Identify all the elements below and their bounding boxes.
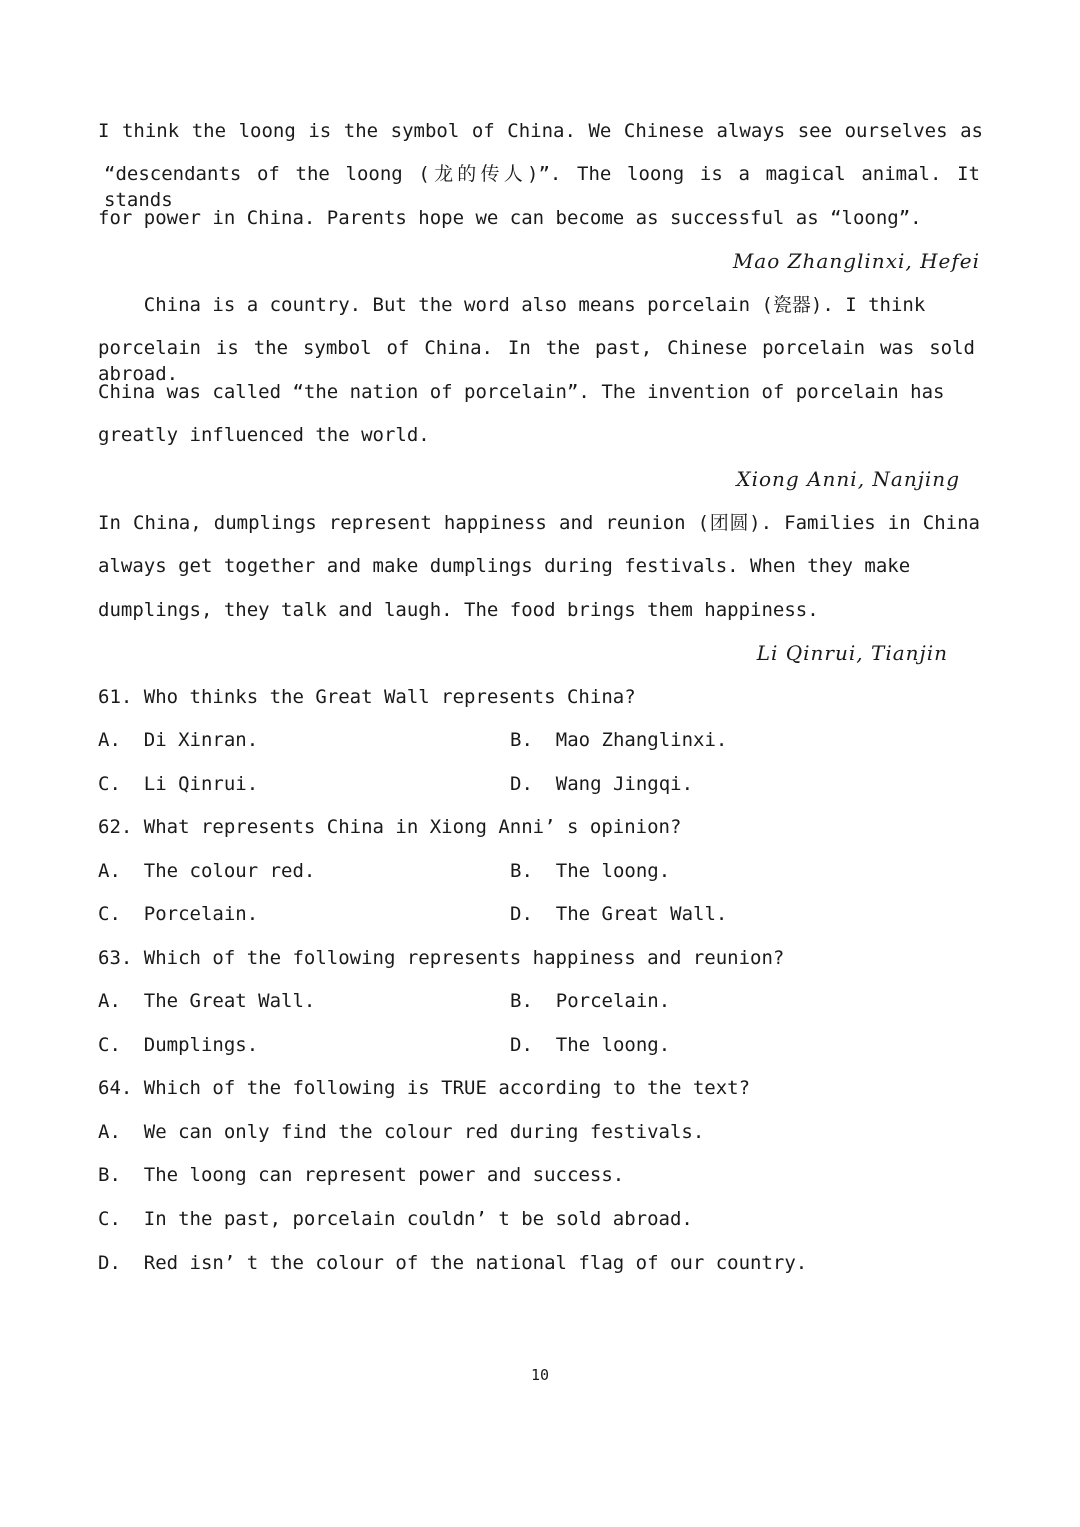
option-b: B. The loong can represent power and success. (98, 1164, 625, 1186)
passage-author: Mao Zhanglinxi, Hefei (732, 249, 980, 273)
question-stem: 62. What represents China in Xiong Anni’ s opinion? (98, 816, 682, 838)
option-d: D. The Great Wall. (510, 903, 728, 925)
passage-line: greatly influenced the world. (98, 424, 430, 446)
option-c: C. Dumplings. (98, 1034, 259, 1056)
passage-line: always get together and make dumplings during festivals. When they make (98, 555, 911, 577)
option-a: A. Di Xinran. (98, 729, 259, 751)
page-number: 10 (530, 1366, 550, 1384)
option-c: C. Porcelain. (98, 903, 259, 925)
passage-line: In China, dumplings represent happiness and reunion (团圆). Families in China (98, 512, 980, 534)
passage-line: China was called “the nation of porcelain”. The invention of porcelain has (98, 381, 945, 403)
question-stem: 64. Which of the following is TRUE according to the text? (98, 1077, 751, 1099)
passage-line: for power in China. Parents hope we can become as successful as “loong”. (98, 207, 922, 229)
passage-line: China is a country. But the word also means porcelain (瓷器). I think (98, 294, 926, 316)
option-a: A. We can only find the colour red during festivals. (98, 1121, 705, 1143)
passage-line: porcelain is the symbol of China. In the past, Chinese porcelain was sold abroad. (98, 337, 975, 385)
question-stem: 63. Which of the following represents happiness and reunion? (98, 947, 785, 969)
option-d: D. The loong. (510, 1034, 671, 1056)
passage-line: I think the loong is the symbol of China. We Chinese always see ourselves as (98, 120, 983, 142)
option-d: D. Wang Jingqi. (510, 773, 694, 795)
option-c: C. Li Qinrui. (98, 773, 259, 795)
passage-line: dumplings, they talk and laugh. The food brings them happiness. (98, 599, 819, 621)
option-b: B. Porcelain. (510, 990, 671, 1012)
option-c: C. In the past, porcelain couldn’ t be sold abroad. (98, 1208, 693, 1230)
passage-author: Li Qinrui, Tianjin (756, 641, 948, 665)
option-a: A. The Great Wall. (98, 990, 316, 1012)
option-d: D. Red isn’ t the colour of the national flag of our country. (98, 1252, 808, 1274)
option-b: B. The loong. (510, 860, 671, 882)
option-a: A. The colour red. (98, 860, 316, 882)
passage-author: Xiong Anni, Nanjing (736, 467, 960, 491)
option-b: B. Mao Zhanglinxi. (510, 729, 728, 751)
passage-line: “descendants of the loong (龙的传人)”. The loong is a magical animal. It stands (104, 163, 980, 211)
question-stem: 61. Who thinks the Great Wall represents China? (98, 686, 636, 708)
